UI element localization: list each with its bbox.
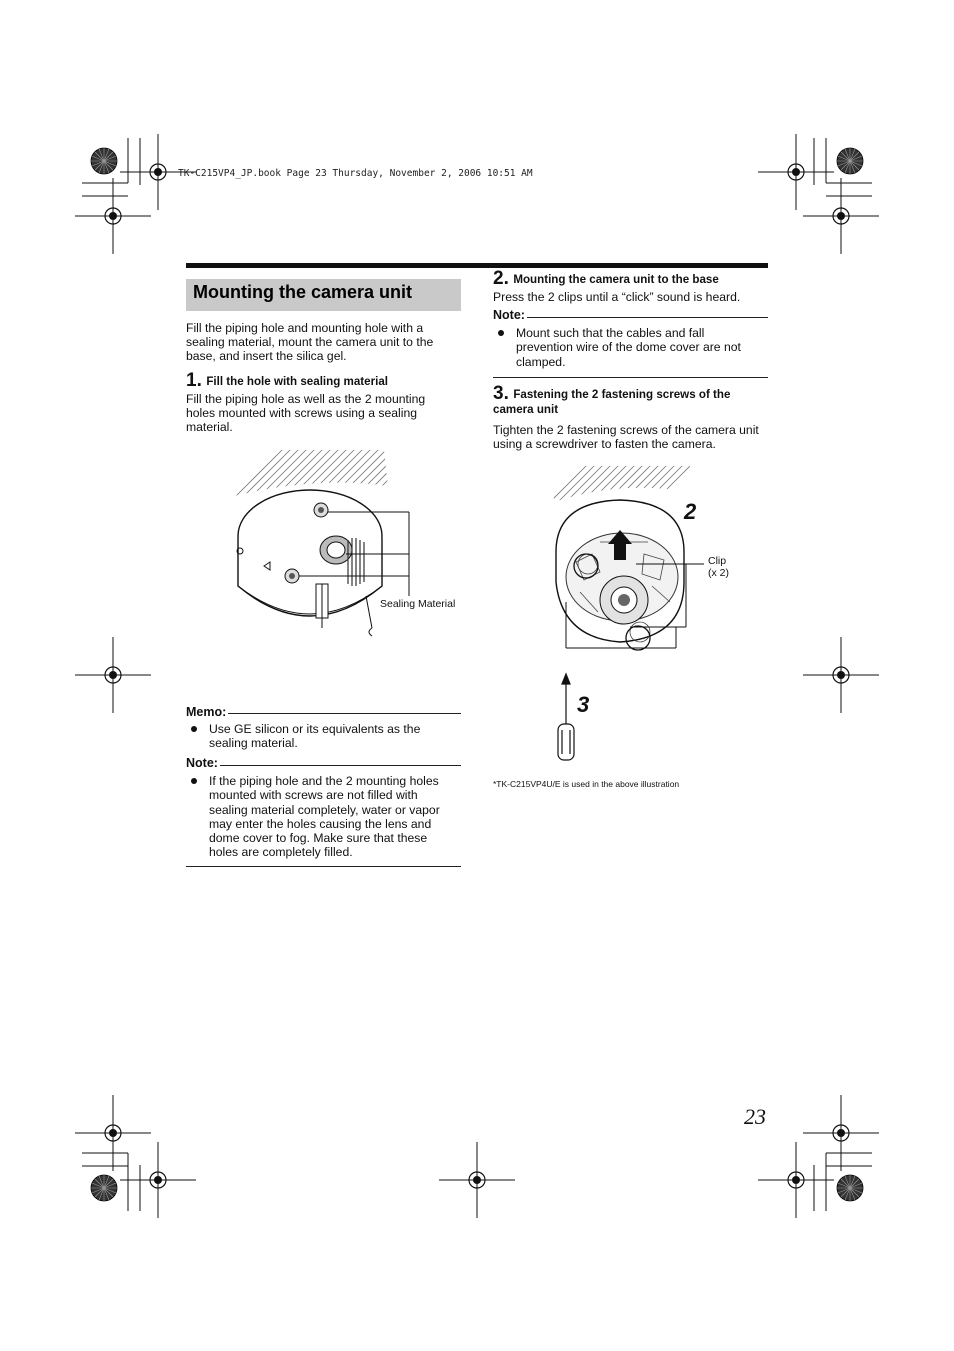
step-title: Fastening the 2 fastening screws of the camera unit: [493, 388, 731, 416]
crosshair-icon: [758, 1142, 834, 1218]
crosshair-icon: [758, 134, 834, 210]
step-number: 3.: [493, 383, 509, 404]
memo-heading: Memo:: [186, 705, 227, 719]
step-1: [186, 370, 461, 392]
crosshair-icon: [120, 1142, 196, 1218]
crosshair-icon: [439, 1142, 515, 1218]
star-mark-icon: [91, 148, 117, 174]
note-heading: Note:: [493, 308, 525, 322]
crosshair-icon: [75, 1095, 151, 1171]
bullet-icon: [191, 726, 197, 732]
bullet-icon: [498, 330, 504, 336]
crosshair-icon: [75, 637, 151, 713]
star-mark-icon: [837, 1175, 863, 1201]
step-number: 2.: [493, 268, 509, 289]
crosshair-icon: [803, 1095, 879, 1171]
note-item: If the piping hole and the 2 mounting holes mounted with screws are not filled with sealing material completely, water or vapor may enter the holes causing the lens and dome cover to fog. Make sure that these holes are completely filled.: [191, 774, 453, 860]
page-number: 23: [744, 1104, 766, 1129]
step-3: [493, 383, 768, 417]
step-title: Fill the hole with sealing material: [206, 375, 388, 388]
step-title: Mounting the camera unit to the base: [513, 273, 719, 286]
illustration-footnote: *TK-C215VP4U/E is used in the above illustration: [493, 779, 680, 789]
crosshair-icon: [803, 637, 879, 713]
note-bottom-rule: [186, 866, 461, 867]
memo-item: Use GE silicon or its equivalents as the sealing material.: [191, 722, 453, 751]
intro-paragraph: Fill the piping hole and mounting hole with a sealing material, mount the camera unit to the base, and insert the silica gel.: [186, 321, 434, 363]
clip-label: Clip (x 2): [708, 555, 729, 579]
note-rule: [493, 317, 768, 318]
star-mark-icon: [91, 1175, 117, 1201]
note-bottom-rule: [493, 377, 768, 378]
note-rule: [186, 765, 461, 766]
sealing-material-label: Sealing Material: [380, 598, 456, 610]
step-number: 1.: [186, 370, 202, 391]
step-2: [493, 268, 768, 290]
note-heading: Note:: [186, 756, 218, 770]
step-3-body: Tighten the 2 fastening screws of the camera unit using a screwdriver to fasten the camera.: [493, 423, 759, 451]
figure-camera-base: [226, 446, 466, 646]
bullet-icon: [191, 778, 197, 784]
crosshair-icon: [75, 178, 151, 254]
callout-3: 3: [577, 692, 590, 717]
star-mark-icon: [837, 148, 863, 174]
step-1-body: Fill the piping hole as well as the 2 mounting holes mounted with screws using a sealing material.: [186, 392, 426, 434]
callout-2: 2: [684, 499, 697, 524]
note-item: Mount such that the cables and fall prevention wire of the dome cover are not clamped.: [498, 326, 760, 369]
step-2-body: Press the 2 clips until a “click” sound is heard.: [493, 290, 741, 304]
section-title: Mounting the camera unit: [186, 279, 461, 311]
print-header: TK-C215VP4_JP.book Page 23 Thursday, November 2, 2006 10:51 AM: [178, 168, 533, 179]
crosshair-icon: [803, 178, 879, 254]
